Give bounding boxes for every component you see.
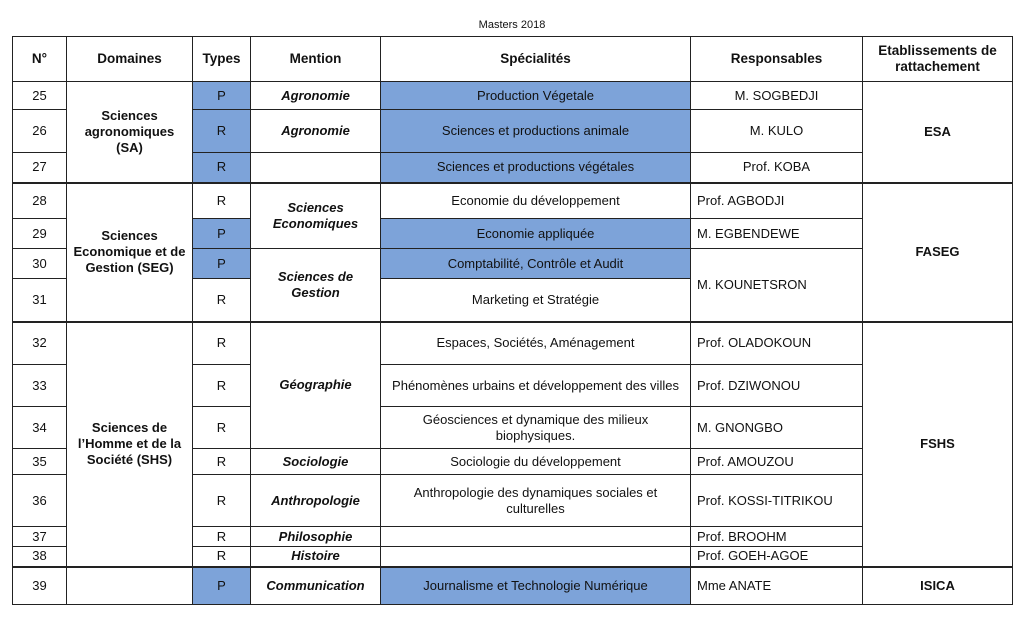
responsable-cell: Prof. AMOUZOU (691, 449, 863, 475)
domain-cell: Sciences de l’Homme et de la Société (SHS) (67, 322, 193, 567)
specialite-cell: Economie appliquée (381, 219, 691, 249)
table-row (13, 183, 1013, 219)
specialite-cell: Sciences et productions animale (381, 110, 691, 153)
etablissement-cell: ESA (863, 82, 1013, 183)
row-number: 25 (13, 82, 67, 110)
responsable-cell: M. KOUNETSRON (691, 249, 863, 322)
type-cell: R (193, 475, 251, 527)
masters-table (12, 36, 1013, 605)
etablissement-cell: FASEG (863, 183, 1013, 322)
row-number: 26 (13, 110, 67, 153)
responsable-cell: Prof. KOBA (691, 153, 863, 183)
header-mention: Mention (251, 37, 381, 82)
type-cell: R (193, 322, 251, 365)
row-number: 39 (13, 567, 67, 605)
type-cell: R (193, 110, 251, 153)
header-specialites: Spécialités (381, 37, 691, 82)
mention-cell: Communication (251, 567, 381, 605)
mention-cell: Agronomie (251, 82, 381, 110)
row-number: 33 (13, 365, 67, 407)
type-cell: R (193, 407, 251, 449)
domain-cell (67, 567, 193, 605)
mention-cell: Philosophie (251, 527, 381, 547)
type-cell: P (193, 82, 251, 110)
specialite-cell: Sociologie du développement (381, 449, 691, 475)
specialite-cell: Géosciences et dynamique des milieux biophysiques. (381, 407, 691, 449)
type-cell: P (193, 219, 251, 249)
table-caption: Masters 2018 (478, 19, 546, 31)
header-responsables: Responsables (691, 37, 863, 82)
responsable-cell: Mme ANATE (691, 567, 863, 605)
row-number: 36 (13, 475, 67, 527)
row-number: 30 (13, 249, 67, 279)
responsable-cell: Prof. GOEH-AGOE (691, 547, 863, 567)
header-etablissements: Etablissements de rattachement (863, 37, 1013, 82)
specialite-cell: Sciences et productions végétales (381, 153, 691, 183)
specialite-cell: Economie du développement (381, 183, 691, 219)
domain-cell: Sciences Economique et de Gestion (SEG) (67, 183, 193, 322)
table-row (13, 82, 1013, 110)
row-number: 37 (13, 527, 67, 547)
specialite-cell (381, 547, 691, 567)
specialite-cell (381, 527, 691, 547)
mention-cell (251, 153, 381, 183)
type-cell: R (193, 365, 251, 407)
type-cell: R (193, 183, 251, 219)
specialite-cell: Marketing et Stratégie (381, 279, 691, 322)
etablissement-cell: FSHS (863, 322, 1013, 567)
row-number: 29 (13, 219, 67, 249)
header-domaines: Domaines (67, 37, 193, 82)
responsable-cell: M. EGBENDEWE (691, 219, 863, 249)
mention-cell: Histoire (251, 547, 381, 567)
table-row (13, 567, 1013, 605)
mention-cell: Sociologie (251, 449, 381, 475)
type-cell: P (193, 567, 251, 605)
responsable-cell: Prof. BROOHM (691, 527, 863, 547)
type-cell: R (193, 153, 251, 183)
specialite-cell: Anthropologie des dynamiques sociales et culturelles (381, 475, 691, 527)
responsable-cell: M. KULO (691, 110, 863, 153)
etablissement-cell: ISICA (863, 567, 1013, 605)
header-num: N° (13, 37, 67, 82)
domain-cell: Sciences agronomiques (SA) (67, 82, 193, 183)
specialite-cell: Phénomènes urbains et développement des villes (381, 365, 691, 407)
row-number: 28 (13, 183, 67, 219)
mention-cell: Agronomie (251, 110, 381, 153)
row-number: 34 (13, 407, 67, 449)
specialite-cell: Comptabilité, Contrôle et Audit (381, 249, 691, 279)
type-cell: R (193, 449, 251, 475)
header-row (13, 37, 1013, 82)
row-number: 27 (13, 153, 67, 183)
table-row (13, 322, 1013, 365)
row-number: 32 (13, 322, 67, 365)
row-number: 38 (13, 547, 67, 567)
mention-cell: Géographie (251, 322, 381, 449)
type-cell: R (193, 279, 251, 322)
mention-cell: Sciences de Gestion (251, 249, 381, 322)
header-types: Types (193, 37, 251, 82)
responsable-cell: M. SOGBEDJI (691, 82, 863, 110)
responsable-cell: Prof. KOSSI-TITRIKOU (691, 475, 863, 527)
responsable-cell: Prof. AGBODJI (691, 183, 863, 219)
type-cell: R (193, 547, 251, 567)
specialite-cell: Espaces, Sociétés, Aménagement (381, 322, 691, 365)
specialite-cell: Journalisme et Technologie Numérique (381, 567, 691, 605)
type-cell: P (193, 249, 251, 279)
responsable-cell: Prof. OLADOKOUN (691, 322, 863, 365)
mention-cell: Sciences Economiques (251, 183, 381, 249)
responsable-cell: Prof. DZIWONOU (691, 365, 863, 407)
row-number: 35 (13, 449, 67, 475)
responsable-cell: M. GNONGBO (691, 407, 863, 449)
mention-cell: Anthropologie (251, 475, 381, 527)
row-number: 31 (13, 279, 67, 322)
specialite-cell: Production Végetale (381, 82, 691, 110)
type-cell: R (193, 527, 251, 547)
